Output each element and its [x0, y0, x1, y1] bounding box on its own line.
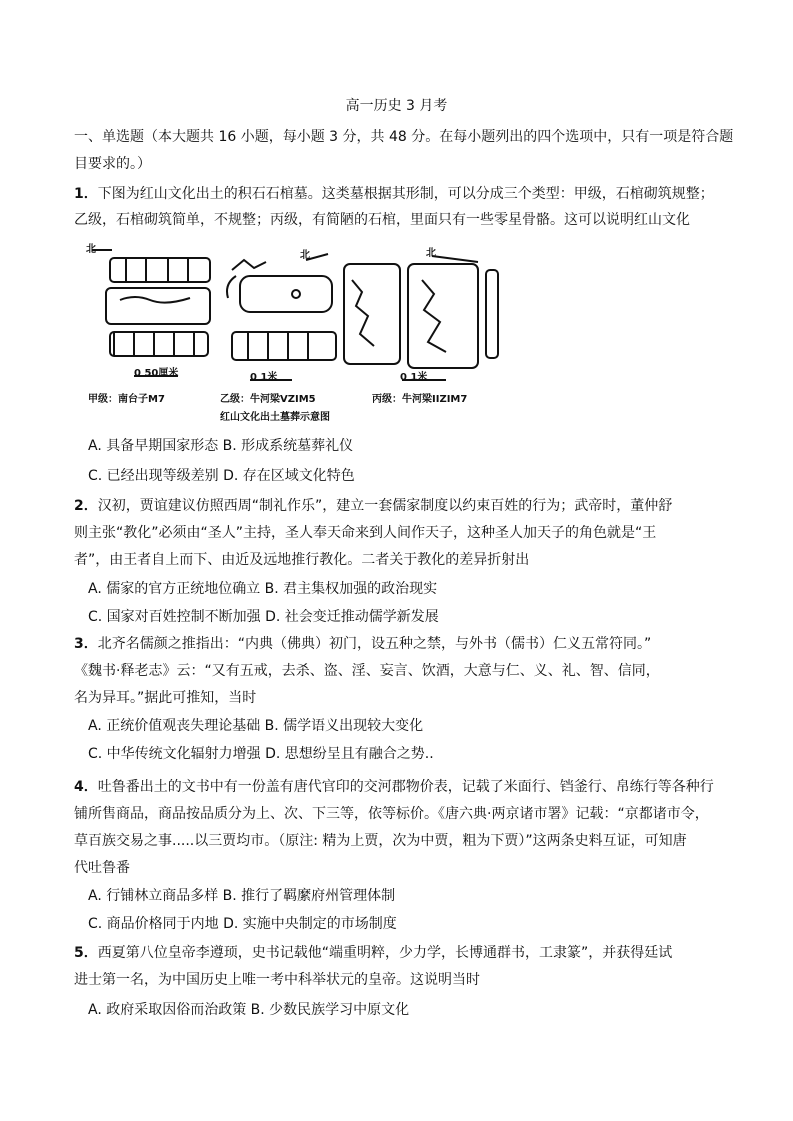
coffin-body-b — [240, 276, 332, 312]
figure-caption: 红山文化出土墓葬示意图 — [220, 412, 330, 423]
question-4-line-1 — [74, 777, 714, 797]
coffin-body-a — [106, 288, 210, 324]
skull-b — [292, 290, 300, 298]
north-label-c: 北 — [426, 248, 436, 259]
north-arrow-c — [432, 256, 478, 262]
scale-label-a: 0 50厘米 — [134, 368, 179, 379]
question-3-line-3: 名为异耳。”据此可推知，当时 — [74, 690, 257, 706]
type-label-a: 甲级：南台子M7 — [88, 394, 165, 405]
question-number: 4． — [74, 779, 98, 795]
question-2-options-line-2: C. 国家对百姓控制不断加强 D. 社会变迁推动儒学新发展 — [88, 609, 439, 625]
north-label-b: 北 — [300, 250, 310, 261]
question-2-line-2: 则主张“教化”必须由“圣人”主持，圣人奉天命来到人间作天子，这种圣人加天子的角色就是“王 — [74, 525, 657, 541]
question-4-line-2: 铺所售商品，商品按品质分为上、次、下三等，依等标价。《唐六典·两京诸市署》记载：“京都诸市令， — [74, 806, 709, 822]
question-1-line-1 — [74, 184, 714, 204]
question-4-options-line-1: A. 行铺林立商品多样 B. 推行了羁縻府州管理体制 — [88, 888, 396, 904]
question-3-line-1 — [74, 634, 651, 654]
question-4-line-4: 代吐鲁番 — [74, 860, 130, 876]
question-4-options-line-2: C. 商品价格同于内地 D. 实施中央制定的市场制度 — [88, 916, 397, 932]
question-3-options-line-1: A. 正统价值观丧失理论基础 B. 儒学语义出现较大变化 — [88, 718, 424, 734]
question-3-options-line-2: C. 中华传统文化辐射力增强 D. 思想纷呈且有融合之势.. — [88, 746, 434, 762]
scale-label-b: 0 1米 — [250, 372, 278, 383]
question-2-line-3: 者”，由王者自上而下、由近及远地推行教化。二者关于教化的差异折射出 — [74, 552, 530, 568]
question-number: 1． — [74, 186, 98, 202]
question-2-line-1 — [74, 496, 672, 516]
question-number: 3． — [74, 636, 98, 652]
question-text: 下图为红山文化出土的积石石棺墓。这类墓根据其形制，可以分成三个类型：甲级，石棺砌筑规整； — [97, 186, 714, 202]
remains-a — [120, 297, 190, 303]
type-label-c: 丙级：牛河梁IIZIM7 — [372, 394, 468, 405]
type-label-b: 乙级：牛河梁VZIM5 — [220, 394, 316, 405]
question-1-options-line-1: A. 具备早期国家形态 B. 形成系统墓葬礼仪 — [88, 438, 354, 454]
question-3-line-2: 《魏书·释老志》云：“又有五戒，去杀、盗、淫、妄言、饮酒，大意与仁、义、礼、智、信同， — [74, 663, 660, 679]
question-text: 汉初，贾谊建议仿照西周“制礼作乐”，建立一套儒家制度以约束百姓的行为；武帝时，董仲舒 — [97, 498, 673, 514]
question-4-line-3: 草百族交易之事.....以三贾均市。（原注: 精为上贾，次为中贾，粗为下贾）”这两条史料互证，可知唐 — [74, 833, 687, 849]
question-5-line-2: 进士第一名，为中国历史上唯一考中科举状元的皇帝。这说明当时 — [74, 972, 480, 988]
bones-b — [227, 260, 266, 298]
north-label-a: 北 — [86, 244, 96, 255]
stone-pile-c1 — [344, 264, 400, 364]
section-header-line-2: 目要求的。） — [74, 156, 151, 172]
question-1-options-line-2: C. 已经出现等级差别 D. 存在区域文化特色 — [88, 468, 355, 484]
question-text: 西夏第八位皇帝李遵顼，史书记载他“端重明粹，少力学，长博通群书，工隶篆”，并获得廷试 — [97, 945, 673, 961]
question-5-line-1 — [74, 943, 672, 963]
section-header-line-1: 一、单选题（本大题共 16 小题，每小题 3 分，共 48 分。在每小题列出的四个选项中，只有一项是符合题 — [74, 129, 734, 145]
hongshan-tomb-figure — [82, 240, 512, 430]
coffin-side-c — [486, 270, 498, 358]
question-2-options-line-1: A. 儒家的官方正统地位确立 B. 君主集权加强的政治现实 — [88, 581, 438, 597]
stone-pile-c2 — [408, 264, 478, 368]
question-number: 5． — [74, 945, 98, 961]
question-text: 北齐名儒颜之推指出：“内典（佛典）初门，设五种之禁，与外书（儒书）仁义五常符同。” — [97, 636, 652, 652]
scale-label-c: 0 1米 — [400, 372, 428, 383]
question-5-options-line-1: A. 政府采取因俗而治政策 B. 少数民族学习中原文化 — [88, 1002, 410, 1018]
page-title: 高一历史 3 月考 — [345, 98, 448, 114]
question-1-line-2: 乙级，石棺砌筑简单，不规整；丙级，有简陋的石棺，里面只有一些零星骨骼。这可以说明红山文化 — [74, 212, 690, 228]
question-number: 2． — [74, 498, 98, 514]
question-text: 吐鲁番出土的文书中有一份盖有唐代官印的交河郡物价表，记载了米面行、铛釜行、帛练行等各种行 — [97, 779, 714, 795]
